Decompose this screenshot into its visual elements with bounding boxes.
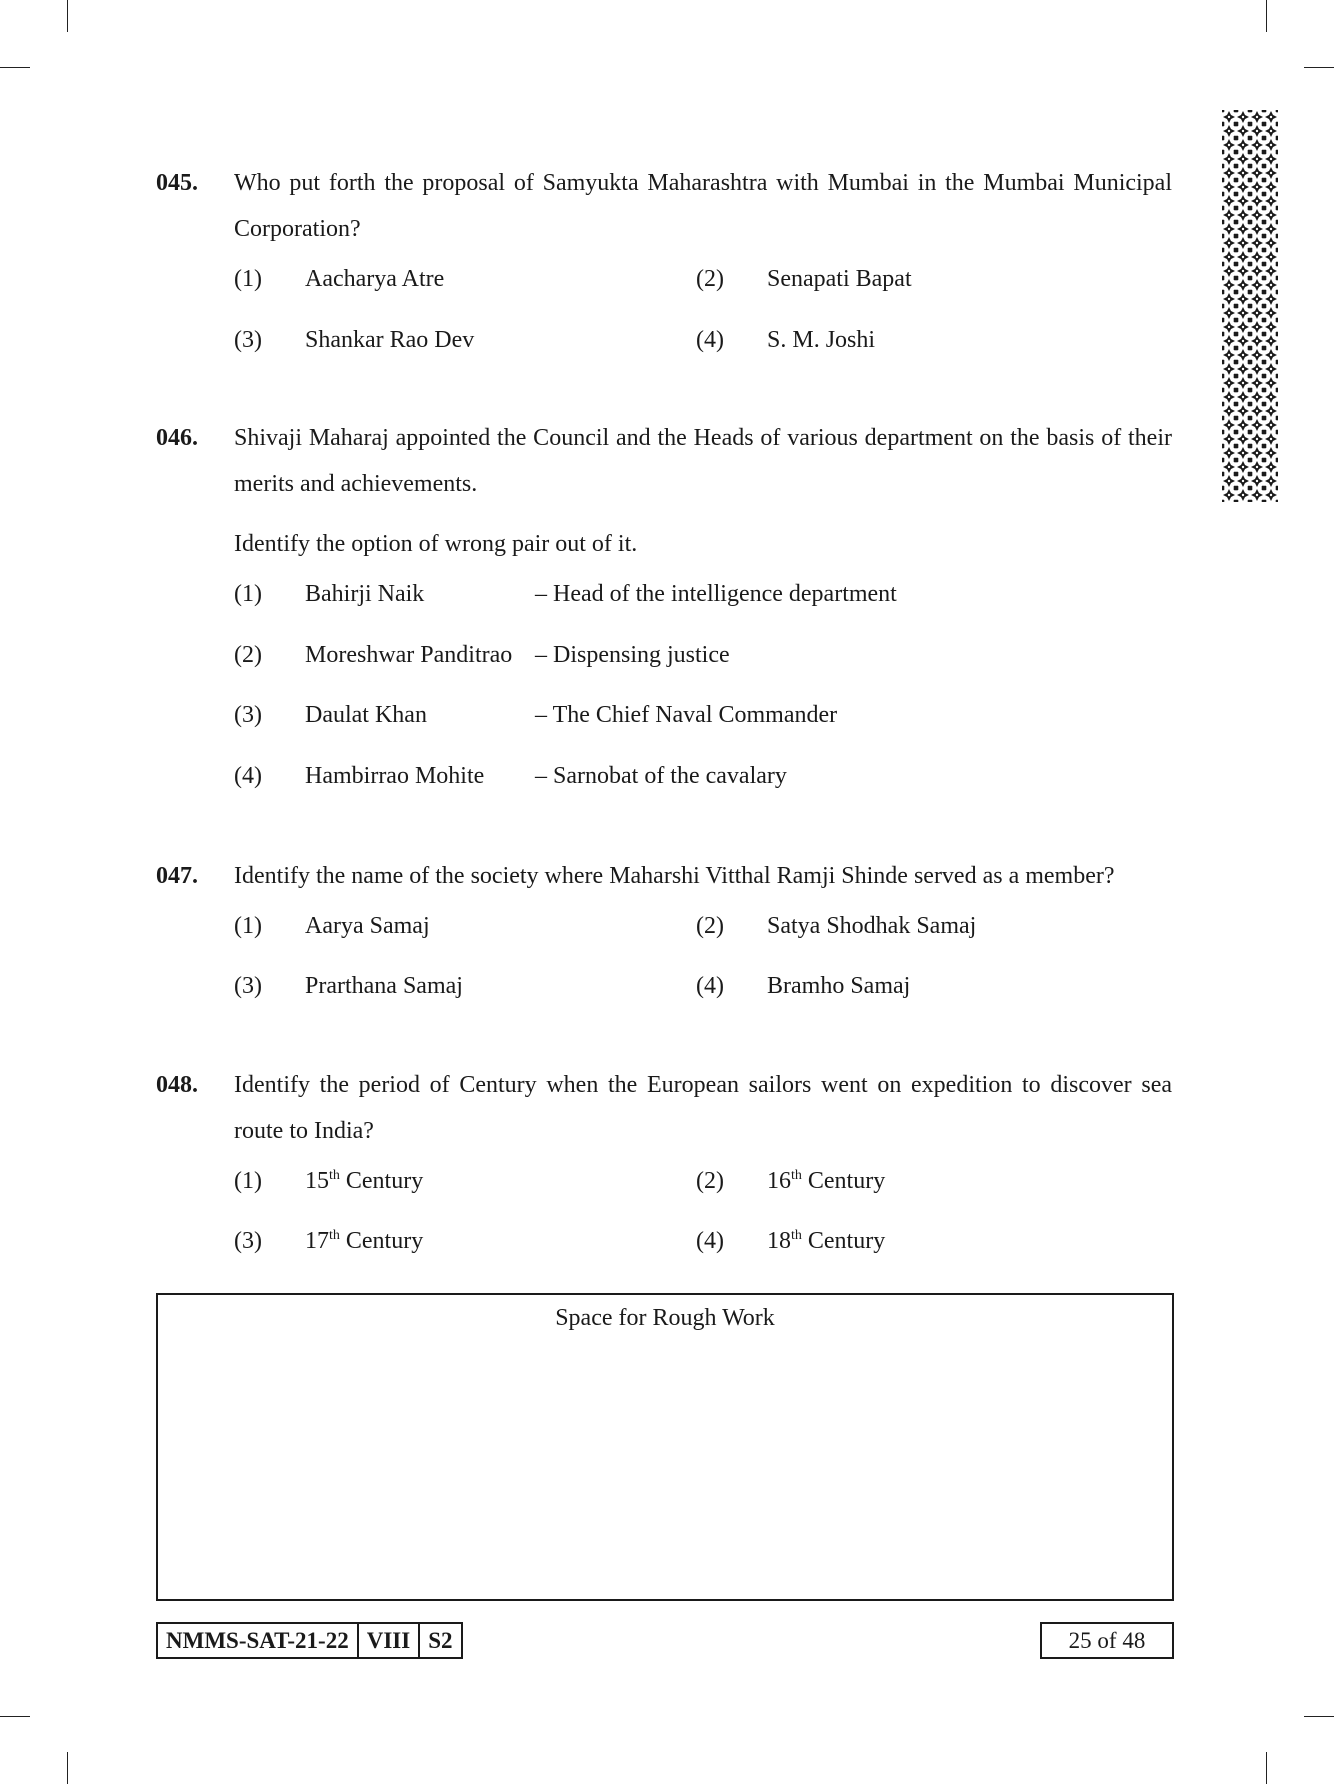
- question-text: Identify the period of Century when the European sailors went on expedition to discover sea route to India?: [234, 1072, 1172, 1144]
- option-number: (1): [234, 581, 262, 607]
- option-number: (2): [234, 642, 262, 668]
- option-text: Aacharya Atre: [305, 266, 445, 292]
- question-number: 046.: [156, 425, 198, 451]
- option-text: Bramho Samaj: [767, 973, 911, 999]
- option-text: 16th Century: [767, 1168, 886, 1194]
- option-number: (4): [696, 1228, 724, 1254]
- rough-work-title: Space for Rough Work: [555, 1305, 775, 1331]
- question-048: [156, 1062, 1172, 1288]
- question-text: Identify the name of the society where Maharshi Vitthal Ramji Shinde served as a member?: [234, 863, 1115, 889]
- question-text: Shivaji Maharaj appointed the Council and the Heads of various department on the basis of their merits and achievements.: [234, 425, 1172, 497]
- crop-mark: [1304, 67, 1334, 68]
- question-instruction: Identify the option of wrong pair out of it.: [234, 531, 638, 557]
- crop-mark: [1304, 1716, 1334, 1717]
- question-number: 047.: [156, 863, 198, 889]
- option-number: (4): [696, 973, 724, 999]
- option-text: Hambirrao Mohite: [305, 763, 485, 789]
- page-number: 25 of 48: [1040, 1622, 1174, 1659]
- option-number: (3): [234, 1228, 262, 1254]
- option-number: (3): [234, 327, 262, 353]
- crop-mark: [67, 1752, 68, 1784]
- class-label: VIII: [357, 1624, 418, 1657]
- question-045: [156, 160, 1172, 386]
- option-number: (2): [696, 913, 724, 939]
- question-047: [156, 853, 1172, 1033]
- question-number: 045.: [156, 170, 198, 196]
- option-pair: – The Chief Naval Commander: [535, 702, 838, 728]
- option-number: (4): [234, 763, 262, 789]
- option-text: Shankar Rao Dev: [305, 327, 475, 353]
- footer-code-box: [156, 1622, 463, 1659]
- option-text: S. M. Joshi: [767, 327, 876, 353]
- option-number: (2): [696, 266, 724, 292]
- rough-work-box: [156, 1293, 1174, 1601]
- option-number: (4): [696, 327, 724, 353]
- crop-mark: [67, 0, 68, 32]
- option-text: 18th Century: [767, 1228, 886, 1254]
- section-label: S2: [418, 1624, 460, 1657]
- crop-mark: [0, 67, 30, 68]
- option-pair: – Sarnobat of the cavalary: [535, 763, 787, 789]
- question-number: 048.: [156, 1072, 198, 1098]
- option-number: (3): [234, 973, 262, 999]
- option-text: Bahirji Naik: [305, 581, 425, 607]
- crop-mark: [1266, 0, 1267, 32]
- question-046: [156, 415, 1172, 789]
- option-text: 17th Century: [305, 1228, 424, 1254]
- option-number: (1): [234, 1168, 262, 1194]
- option-text: Senapati Bapat: [767, 266, 912, 292]
- option-pair: – Head of the intelligence department: [535, 581, 897, 607]
- option-text: Daulat Khan: [305, 702, 427, 728]
- option-text: Satya Shodhak Samaj: [767, 913, 977, 939]
- exam-code: NMMS-SAT-21-22: [166, 1628, 349, 1653]
- crop-mark: [0, 1716, 30, 1717]
- option-number: (2): [696, 1168, 724, 1194]
- option-text: Aarya Samaj: [305, 913, 430, 939]
- option-number: (3): [234, 702, 262, 728]
- option-number: (1): [234, 266, 262, 292]
- option-number: (1): [234, 913, 262, 939]
- option-text: 15th Century: [305, 1168, 424, 1194]
- question-text: Who put forth the proposal of Samyukta Maharashtra with Mumbai in the Mumbai Municipal Corporation?: [234, 170, 1172, 242]
- decorative-pattern: [1222, 110, 1278, 502]
- option-text: Prarthana Samaj: [305, 973, 463, 999]
- option-text: Moreshwar Panditrao: [305, 642, 513, 668]
- crop-mark: [1266, 1752, 1267, 1784]
- option-pair: – Dispensing justice: [535, 642, 730, 668]
